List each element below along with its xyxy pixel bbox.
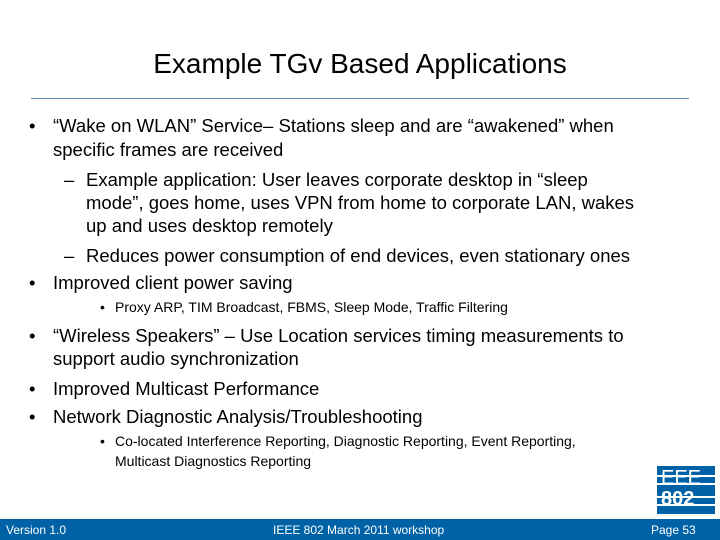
- bullet-text: Improved Multicast Performance: [53, 378, 320, 399]
- tertiary-text: Co-located Interference Reporting, Diagnostic Reporting, Event Reporting,: [115, 433, 576, 449]
- footer-version: Version 1.0: [6, 523, 67, 537]
- bullet-text: support audio synchronization: [53, 348, 299, 369]
- bullet-text: Improved client power saving: [53, 272, 293, 293]
- tertiary-text: Multicast Diagnostics Reporting: [115, 453, 312, 469]
- sub-bullet-text: up and uses desktop remotely: [86, 215, 333, 236]
- bullet-text: Network Diagnostic Analysis/Troubleshooting: [53, 406, 423, 427]
- bullet-marker: •: [29, 325, 36, 346]
- slide-title: Example TGv Based Applications: [153, 48, 567, 79]
- bullet-text: “Wireless Speakers” – Use Location services timing measurements to: [53, 325, 624, 346]
- tertiary-text: Proxy ARP, TIM Broadcast, FBMS, Sleep Mode, Traffic Filtering: [115, 299, 508, 315]
- bullet-marker: •: [29, 406, 36, 427]
- logo-line-1: EEE: [661, 467, 702, 489]
- bullet-marker: •: [29, 115, 36, 136]
- logo-line-2: 802: [661, 488, 695, 510]
- footer-bar: [0, 519, 720, 540]
- sub-bullet-text: Example application: User leaves corporate desktop in “sleep: [86, 169, 588, 190]
- sub-bullet-text: mode”, goes home, uses VPN from home to corporate LAN, wakes: [86, 192, 635, 213]
- small-bullet-marker: •: [100, 299, 105, 315]
- ieee-802-logo: [657, 466, 715, 514]
- logo-text: [661, 468, 711, 510]
- dash-marker: –: [64, 245, 75, 266]
- bullet-text: specific frames are received: [53, 139, 284, 160]
- bullet-marker: •: [29, 378, 36, 399]
- small-bullet-marker: •: [100, 433, 105, 449]
- dash-marker: –: [64, 169, 75, 190]
- footer-event: IEEE 802 March 2011 workshop: [273, 523, 445, 537]
- sub-bullet-text: Reduces power consumption of end devices, even stationary ones: [86, 245, 631, 266]
- footer-page-number: Page 53: [651, 523, 696, 537]
- bullet-marker: •: [29, 272, 36, 293]
- bullet-text: “Wake on WLAN” Service– Stations sleep and are “awakened” when: [53, 115, 614, 136]
